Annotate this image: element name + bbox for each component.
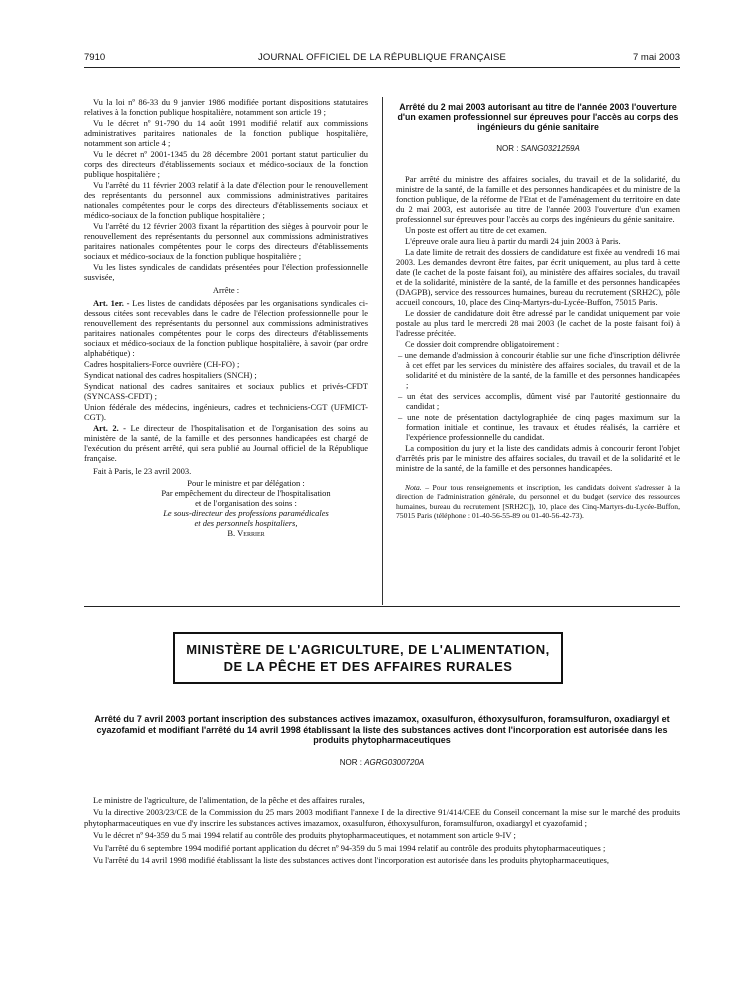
bottom-nor-reference	[84, 758, 680, 767]
nor-label: NOR :	[339, 758, 362, 767]
body-paragraph: Le dossier de candidature doit être adressé par le candidat uniquement par voie postale au plus tard le mercredi 28 mai 2003 (le cachet de la poste faisant foi) à l'adresse précitée.	[396, 308, 680, 338]
arrete-title: Arrêté du 2 mai 2003 autorisant au titre de l'année 2003 l'ouverture d'un examen professionnel sur épreuves pour l'accès au corps des ingénieurs du génie sanitaire	[397, 102, 679, 132]
article-2-text: Le directeur de l'hospitalisation et de l'organisation des soins au ministère de la santé, de la famille et des personnes handicapées est chargé de l'exécution du présent arrêté, qui sera publié au Journal officiel de la République française.	[84, 423, 369, 463]
body-paragraph: La composition du jury et la liste des candidats admis à concourir feront l'objet d'arrêtés pris par le ministre des affaires sociales, du travail et de la solidarité et le ministre de la santé, de la famille et des personnes handicapées.	[396, 443, 680, 473]
nor-label: NOR :	[496, 144, 519, 153]
bottom-arrete-title: Arrêté du 7 avril 2003 portant inscription des substances actives imazamox, oxasulfuron, éthoxysulfuron, foramsulfuron, oxadiargyl et cyazofamid et modifiant l'arrêté du 14 avril 1998 établissant la liste des substances actives dont l'incorporation est autorisée dans les produits phytopharmaceutiques	[94, 714, 670, 746]
list-item: – une note de présentation dactylographiée de cinq pages maximum sur la formation initiale et continue, les travaux et études réalisés, la carrière et l'expérience professionnelle du candidat.	[398, 412, 680, 442]
visa-paragraph: Vu le décret nº 2001-1345 du 28 décembre 2001 portant statut particulier du corps des directeurs d'établissements sociaux et médico-sociaux de la fonction publique hospitalière ;	[84, 149, 368, 179]
body-paragraph: Par arrêté du ministre des affaires sociales, du travail et de la solidarité, du ministre de la santé, de la famille et des personnes handicapées et du ministre de la fonction publique, de la réforme de l'Etat et de l'aménagement du territoire en date du 2 mai 2003, est autorisée au titre de l'année 2003 l'ouverture d'un examen professionnel sur épreuves pour l'accès au corps des ingénieurs du génie sanitaire.	[396, 174, 680, 224]
left-column	[84, 97, 368, 538]
body-paragraph: Vu le décret nº 94-359 du 5 mai 1994 relatif au contrôle des produits phytopharmaceutiques, et notamment son article 9-IV ;	[93, 830, 516, 841]
signature-line: Par empêchement du directeur de l'hospitalisation	[161, 488, 331, 498]
list-item: – une demande d'admission à concourir établie sur une fiche d'inscription délivrée à cet effet par les services du ministère des affaires sociales, du travail et de la solidarité et du ministère de la santé, de la famille et des personnes handicapées ;	[398, 350, 680, 390]
body-paragraph: Le ministre de l'agriculture, de l'alimentation, de la pêche et des affaires rurales,	[93, 795, 365, 805]
ministry-line: MINISTÈRE DE L'AGRICULTURE, DE L'ALIMENTATION,	[186, 642, 550, 657]
visa-paragraph: Vu l'arrêté du 11 février 2003 relatif à la date d'élection pour le renouvellement des représentants du personnel aux commissions administratives paritaires nationales compétentes pour le corps des directeurs d'établissements sociaux et médico-sociaux de la fonction publique hospitalière ;	[84, 180, 368, 220]
article-1-text: Les listes de candidats déposées par les organisations syndicales ci-dessous citées sont recevables dans le cadre de l'élection professionnelle pour le renouvellement des représentants du personnel aux commissions administratives paritaires nationales compétentes pour le corps des directeurs d'établissements sociaux et médico-sociaux de la fonction publique hospitalière, à savoir (par ordre alphabétique) :	[84, 298, 368, 358]
header-rule	[84, 67, 680, 68]
page-number: 7910	[84, 52, 106, 63]
signature-block	[124, 478, 368, 538]
body-paragraph: Un poste est offert au titre de cet examen.	[405, 225, 547, 235]
list-item: Syndicat national des cadres hospitaliers (SNCH) ;	[84, 370, 257, 380]
section-rule	[84, 606, 680, 607]
page-header	[84, 52, 680, 68]
visa-paragraph: Vu l'arrêté du 12 février 2003 fixant la répartition des sièges à pourvoir pour le renouvellement des représentants du personnel aux commissions administratives paritaires nationales compétentes pour le corps des directeurs d'établissements sociaux et médico-sociaux de la fonction publique hospitalière ;	[84, 221, 368, 261]
right-column	[396, 102, 680, 521]
nota-paragraph	[396, 483, 680, 520]
list-item: Syndicat national des cadres sanitaires et sociaux publics et privés-CFDT (SYNCASS-CFDT) ;	[84, 381, 368, 401]
ministry-heading	[173, 632, 563, 684]
list-item: – un état des services accomplis, dûment visé par l'autorité gestionnaire du candidat ;	[398, 391, 680, 411]
signature-line: Pour le ministre et par délégation :	[187, 478, 305, 488]
body-paragraph: Ce dossier doit comprendre obligatoirement :	[405, 339, 560, 349]
article-1	[84, 298, 368, 358]
article-2	[84, 423, 368, 463]
signatory-name: B. Verrier	[227, 528, 265, 538]
signing-place-date: Fait à Paris, le 23 avril 2003.	[93, 466, 192, 476]
nor-code: SANG0321259A	[520, 144, 580, 153]
nor-code: AGRG0300720A	[364, 758, 425, 767]
union-list	[84, 359, 368, 422]
body-paragraph: Vu l'arrêté du 14 avril 1998 modifié établissant la liste des substances actives dont l'incorporation est autorisée dans les produits phytopharmaceutiques,	[93, 855, 609, 866]
body-paragraph: La date limite de retrait des dossiers de candidature est fixée au vendredi 16 mai 2003. Les demandes devront être faites, par écrit uniquement, au plus tard à cette date (le cachet de la poste faisant foi), au ministère des affaires sociales, du travail et de la solidarité, ministère de la santé, de la famille et des personnes handicapées (DAGPB), service des ressources humaines, bureau du recrutement (SRH2C), pôle accueil concours, 10, place des Cinq-Martyrs-du-Lycée-Buffon, 75015 Paris.	[396, 247, 680, 307]
nota-label: Nota.	[405, 483, 422, 492]
body-paragraph: Vu la directive 2003/23/CE de la Commission du 25 mars 2003 modifiant l'annexe I de la directive 91/414/CEE du Conseil concernant la mise sur le marché des produits phytopharmaceutiques en vue d'y inscrire les substances actives imazamox, oxasulfuron, éthoxysulfuron, foramsulfuron, oxadiargyl et cyazofamid ;	[84, 807, 680, 828]
issue-date: 7 mai 2003	[632, 52, 680, 63]
visa-paragraph: Vu les listes syndicales de candidats présentées pour l'élection professionnelle susvisée,	[84, 262, 368, 282]
journal-title: JOURNAL OFFICIEL DE LA RÉPUBLIQUE FRANÇAISE	[257, 52, 507, 63]
article-2-label: Art. 2. -	[93, 423, 126, 433]
body-paragraph: Vu l'arrêté du 6 septembre 1994 modifié portant application du décret nº 94-359 du 5 mai 1994 relatif au contrôle des produits phytopharmaceutiques ;	[93, 842, 606, 853]
article-1-label: Art. 1er. -	[93, 298, 130, 308]
body-paragraph: L'épreuve orale aura lieu à partir du mardi 24 juin 2003 à Paris.	[405, 236, 621, 246]
signature-line: et de l'organisation des soins :	[195, 498, 297, 508]
list-item: Union fédérale des médecins, ingénieurs, cadres et techniciens-CGT (UFMICT-CGT).	[84, 402, 368, 422]
bottom-body	[84, 795, 680, 867]
nota-text: – Pour tous renseignements et inscription, les candidats doivent s'adresser à la direction de l'administration générale, du personnel et du budget (service des ressources humaines, bureau du recrutement [SRH2C]), 10, place des Cinq-Martyrs-du-Lycée-Buffon, 75015 Paris (téléphone : 01-40-56-55-89 ou 01-40-56-42-73).	[396, 483, 680, 520]
signature-title: Le sous-directeur des professions paramédicales	[163, 508, 329, 518]
visa-paragraph: Vu la loi nº 86-33 du 9 janvier 1986 modifiée portant dispositions statutaires relatives à la fonction publique hospitalière, notamment son article 19 ;	[84, 97, 368, 117]
visa-paragraph: Vu le décret nº 91-790 du 14 août 1991 modifié relatif aux commissions administratives paritaires nationales de la fonction publique hospitalière, notamment son article 4 ;	[84, 118, 368, 148]
column-divider	[382, 97, 383, 605]
ministry-line: DE LA PÊCHE ET DES AFFAIRES RURALES	[223, 659, 513, 674]
nor-reference	[396, 144, 680, 154]
arrete-label: Arrête :	[212, 285, 240, 295]
list-item: Cadres hospitaliers-Force ouvrière (CH-FO) ;	[84, 359, 240, 369]
signature-title: et des personnels hospitaliers,	[194, 518, 298, 528]
